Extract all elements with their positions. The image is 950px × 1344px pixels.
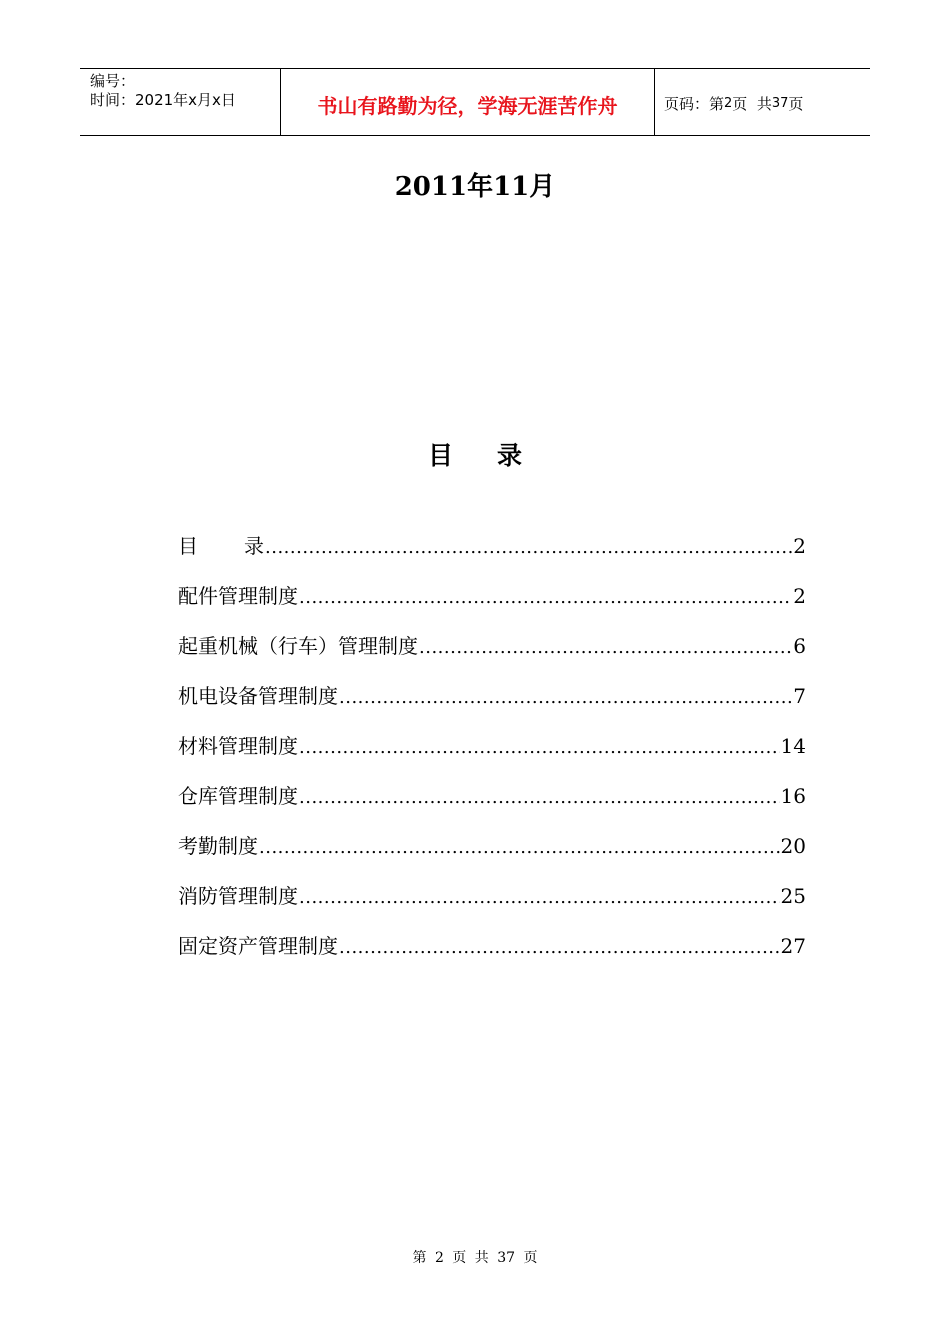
toc-entry-page: 25 — [780, 884, 806, 908]
time-label: 时间：2021年x月x日 — [90, 91, 236, 109]
toc-entry-label — [178, 530, 264, 559]
date-title: 2011年11月 — [394, 172, 556, 202]
toc-entry[interactable] — [178, 630, 806, 680]
toc-entry[interactable] — [178, 530, 806, 580]
page-prefix: 页码：第 — [664, 95, 725, 113]
toc-entry[interactable] — [178, 730, 806, 780]
dot-leader — [299, 887, 780, 908]
dot-leader — [299, 587, 792, 608]
dot-leader — [339, 937, 780, 958]
toc-entry[interactable] — [178, 580, 806, 630]
toc-entry-page: 16 — [780, 784, 806, 808]
toc-entry-label: 配件管理制度 — [178, 584, 298, 608]
toc-title-part1: 目 — [427, 441, 453, 470]
toc-entry-label: 固定资产管理制度 — [178, 934, 338, 958]
dot-leader — [299, 787, 780, 808]
toc-entry-label: 考勤制度 — [178, 834, 258, 858]
toc-list — [178, 530, 806, 980]
header-motto-cell — [281, 69, 655, 135]
dot-leader — [265, 537, 792, 558]
toc-entry[interactable] — [178, 830, 806, 880]
toc-entry-page: 6 — [793, 634, 806, 658]
toc-entry-label: 材料管理制度 — [178, 734, 298, 758]
toc-entry-page: 27 — [780, 934, 806, 958]
toc-entry-page: 2 — [793, 584, 806, 608]
dot-leader — [259, 837, 780, 858]
page-footer: 第 2 页 共 37 页 — [412, 1250, 538, 1266]
toc-entry-label: 消防管理制度 — [178, 884, 298, 908]
toc-entry-label: 机电设备管理制度 — [178, 684, 338, 708]
number-label: 编号： — [90, 72, 136, 90]
page-current: 2 — [724, 96, 733, 111]
toc-entry-label: 起重机械（行车）管理制度 — [178, 634, 418, 658]
toc-entry[interactable] — [178, 930, 806, 980]
motto-text: 书山有路勤为径，学海无涯苦作舟 — [317, 93, 618, 118]
toc-entry-page: 2 — [793, 534, 806, 558]
dot-leader — [339, 687, 792, 708]
page-mid: 页 共 — [732, 95, 772, 113]
dot-leader — [419, 637, 792, 658]
toc-entry[interactable] — [178, 880, 806, 930]
page-total: 37 — [771, 96, 789, 111]
toc-entry-label: 仓库管理制度 — [178, 784, 298, 808]
toc-entry-label-part2: 录 — [244, 534, 264, 558]
dot-leader — [299, 737, 780, 758]
toc-entry-label-part1: 目 — [178, 534, 198, 558]
page-header — [80, 68, 870, 136]
toc-entry[interactable] — [178, 780, 806, 830]
toc-entry-page: 20 — [780, 834, 806, 858]
toc-entry[interactable] — [178, 680, 806, 730]
toc-entry-page: 7 — [793, 684, 806, 708]
toc-entry-page: 14 — [780, 734, 806, 758]
toc-title — [0, 436, 950, 472]
header-page-cell — [655, 69, 870, 135]
header-info-cell — [80, 69, 281, 135]
toc-title-part2: 录 — [497, 441, 523, 470]
page-suffix: 页 — [788, 95, 804, 113]
